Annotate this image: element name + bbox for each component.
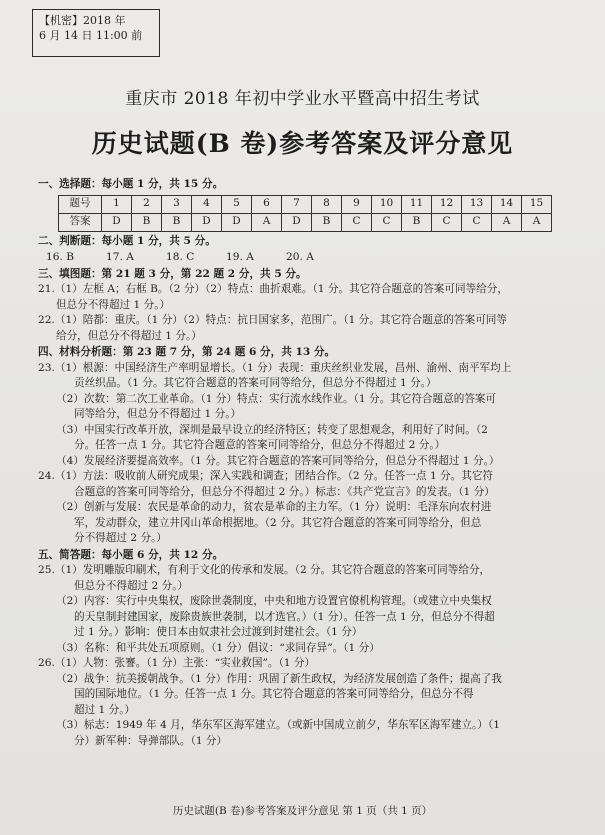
table-header-answer: 答案: [59, 213, 102, 231]
table-cell-number: 6: [252, 195, 282, 213]
table-cell-answer: C: [462, 213, 492, 231]
table-cell-number: 13: [462, 195, 492, 213]
q26-line: 国的国际地位。（1 分。任答一点 1 分。其它符合题意的答案可同等给分，但总分不得: [74, 688, 474, 700]
section-map-heading: 三、填图题：第 21 题 3 分，第 22 题 2 分，共 5 分。: [38, 267, 307, 280]
q25-line: 25.（1）发明雕版印刷术，有利于文化的传承和发展。（2 分。其它符合题意的答案可同等给分，: [38, 564, 491, 576]
table-cell-answer: B: [132, 213, 162, 231]
section-material-heading: 四、材料分析题：第 23 题 7 分，第 24 题 6 分，共 13 分。: [38, 346, 336, 358]
table-cell-number: 14: [492, 195, 522, 213]
page-footer: 历史试题(B 卷)参考答案及评分意见 第 1 页（共 1 页）: [172, 805, 433, 817]
q23-line: （4）发展经济要提高效率。（1 分。其它符合题意的答案可同等给分，但总分不得超过 1 分。）: [56, 454, 500, 467]
table-cell-answer: C: [342, 213, 372, 231]
table-cell-number: 4: [192, 195, 222, 213]
q23-line: （3）中国实行改革开放，深圳是最早设立的经济特区；转变了思想观念，利用好了时间。（2: [56, 423, 488, 436]
q26-line: 超过 1 分。）: [74, 703, 136, 716]
q24-line: 合题意的答案可同等给分，但总分不得超过 2 分。）标志：《共产党宣言》的发表。（1 分）: [74, 485, 495, 498]
judge-answer: 20. A: [286, 251, 314, 263]
document-title: 历史试题(B 卷)参考答案及评分意见: [91, 129, 514, 158]
judge-answer: 19. A: [226, 251, 254, 263]
q25-line: （2）内容：实行中央集权，废除世袭制度，中央和地方设置官僚机构管理。（或建立中央集权: [56, 595, 492, 607]
table-cell-number: 12: [432, 195, 462, 213]
judge-answer: 17. A: [106, 251, 134, 263]
q26-line: （2）战争：抗美援朝战争。（1 分）作用：巩固了新生政权，为经济发展创造了条件；提高了我: [56, 672, 502, 685]
q22-line: 给分，但总分不得超过 1 分。）: [56, 329, 202, 342]
seal-line-1: 【机密】2018 年: [39, 14, 126, 27]
table-cell-number: 2: [132, 195, 162, 213]
table-cell-answer: A: [522, 213, 552, 231]
q25-line: 过 1 分。）影响：使日本由奴隶社会过渡到封建社会。（1 分）: [74, 626, 363, 638]
q23-line: 分。任答一点 1 分。其它符合题意的答案可同等给分，但总分不得超过 2 分。）: [74, 439, 446, 451]
table-header-number: 题号: [59, 195, 102, 213]
q24-line: 分不得超过 2 分。）: [74, 532, 167, 544]
table-cell-answer: D: [192, 213, 222, 231]
table-cell-answer: C: [372, 213, 402, 231]
table-row-numbers: [59, 195, 552, 213]
table-row-answers: [59, 213, 552, 231]
q24-line: （2）创新与发展：农民是革命的动力，贫农是革命的主力军。（1 分）说明：毛泽东向农村进: [56, 501, 492, 513]
exam-title: 重庆市 2018 年初中学业水平暨高中招生考试: [125, 89, 480, 109]
choice-answer-table: [58, 195, 552, 232]
table-cell-number: 3: [162, 195, 192, 213]
section-judge-heading: 二、判断题：每小题 1 分，共 5 分。: [38, 234, 216, 247]
table-cell-number: 8: [312, 195, 342, 213]
q23-line: 同等给分，但总分不得超过 1 分。）: [74, 408, 242, 420]
table-cell-number: 9: [342, 195, 372, 213]
table-cell-answer: C: [432, 213, 462, 231]
answer-body: [38, 176, 578, 749]
q25-line: 的天皇制封建国家，废除贵族世袭制，以才选官。）（1 分）。任答一点 1 分，但总分不得超: [74, 610, 495, 623]
q23-line: 23.（1）根源：中国经济生产率明显增长。（1 分）表现：重庆丝织业发展，昌州、渝州、南平军均上: [38, 361, 512, 374]
q21-line: 21.（1）左框 A；右框 B。（2 分）（2）特点：曲折艰难。（1 分。其它符合题意的答案可同等给分，: [38, 283, 508, 295]
q23-line: （2）次数：第二次工业革命。（1 分）特点：实行流水线作业。（1 分。其它符合题意的答案可: [56, 392, 497, 405]
q25-line: 但总分不得超过 2 分。）: [74, 579, 189, 592]
judge-answer: 16. B: [46, 251, 74, 263]
table-cell-answer: A: [492, 213, 522, 231]
table-cell-answer: D: [222, 213, 252, 231]
q23-line: 贡丝织品。（1 分。其它符合题意的答案可同等给分，但总分不得超过 1 分。）: [74, 377, 437, 389]
table-cell-number: 15: [522, 195, 552, 213]
judge-answer: 18. C: [166, 251, 195, 263]
q22-line: 22.（1）陪都：重庆。（1 分）（2）特点：抗日国家多，范围广。（1 分。其它符合题意的答案可同等: [38, 314, 507, 326]
table-cell-number: 5: [222, 195, 252, 213]
table-cell-answer: B: [162, 213, 192, 231]
table-cell-answer: B: [402, 213, 432, 231]
table-cell-answer: B: [312, 213, 342, 231]
q24-line: 军，发动群众，建立井冈山革命根据地。（2 分。其它符合题意的答案可同等给分，但总: [74, 516, 482, 529]
q26-line: （3）标志：1949 年 4 月，华东军区海军建立。（或新中国成立前夕，华东军区海军建立。）（1: [56, 719, 500, 731]
q26-line: 分）新军种：导弹部队。（1 分）: [74, 734, 228, 747]
table-cell-answer: D: [102, 213, 132, 231]
table-cell-answer: D: [282, 213, 312, 231]
judge-answers: [38, 250, 578, 266]
table-cell-number: 1: [102, 195, 132, 213]
confidential-seal: [32, 9, 160, 57]
q26-line: 26.（1）人物：张謇。（1 分）主张：“实业救国”。（1 分）: [38, 657, 316, 669]
q24-line: 24.（1）方法：吸收前人研究成果；深入实践和调查；团结合作。（2 分。任答一点 1 分。其它符: [38, 470, 494, 482]
section-choice-heading: 一、选择题：每小题 1 分，共 15 分。: [38, 178, 224, 190]
table-cell-answer: A: [252, 213, 282, 231]
section-short-answer-heading: 五、简答题：每小题 6 分，共 12 分。: [38, 548, 224, 561]
q21-line: 但总分不得超过 1 分。）: [56, 298, 171, 311]
seal-line-2: 6 月 14 日 11:00 前: [39, 29, 143, 42]
table-cell-number: 11: [402, 195, 432, 213]
table-cell-number: 7: [282, 195, 312, 213]
q25-line: （3）名称：和平共处五项原则。（1 分）倡议：“求同存异”。（1 分）: [56, 641, 380, 654]
table-cell-number: 10: [372, 195, 402, 213]
